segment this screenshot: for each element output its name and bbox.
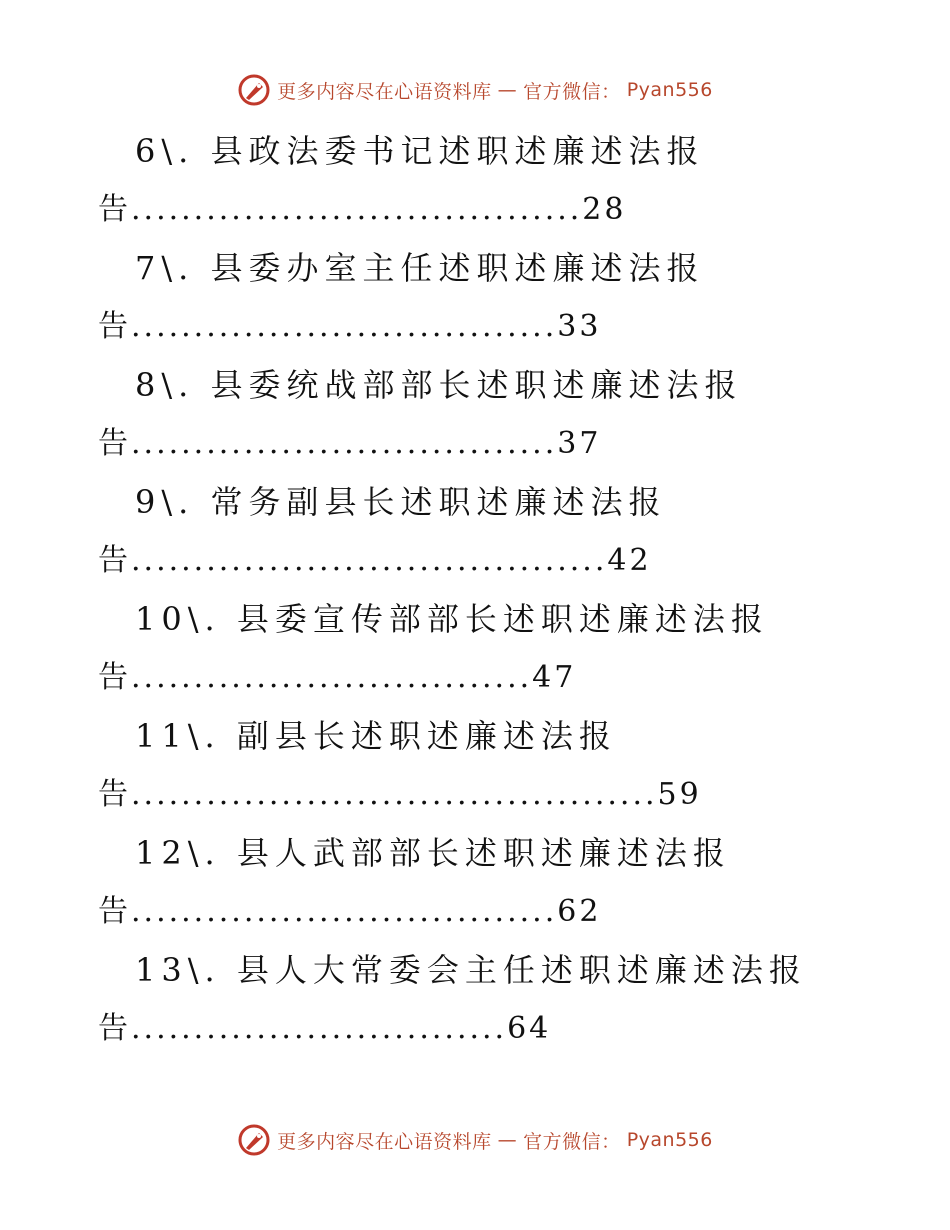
- toc-entry-page-leader: 告..................................37: [98, 426, 602, 461]
- toc-entry-title: 13\. 县人大常委会主任述职述廉述法报: [135, 951, 807, 989]
- watermark-wechat-label: 官方微信：: [523, 1130, 621, 1153]
- toc-entry-page-leader: 告....................................28: [98, 192, 627, 227]
- watermark-dash: —: [497, 1129, 518, 1151]
- toc-entry-page-leader: 告..........................................59: [98, 777, 702, 812]
- footer-watermark: [0, 1120, 950, 1160]
- header-watermark: [0, 70, 950, 110]
- pen-nib-logo-icon: [237, 73, 271, 107]
- toc-entry[interactable]: [0, 586, 950, 703]
- toc-entry-title: 8\. 县委统战部部长述职述廉述法报: [135, 366, 743, 404]
- toc-entry-page-leader: 告..............................64: [98, 1011, 552, 1046]
- watermark-wechat-id: Pyan556: [626, 79, 713, 101]
- watermark-wechat-label: 官方微信：: [523, 80, 621, 103]
- toc-entry[interactable]: [0, 820, 950, 937]
- toc-entry-page-leader: 告..................................33: [98, 309, 602, 344]
- toc-entry-page-leader: 告..................................62: [98, 894, 602, 929]
- toc-entry-title: 7\. 县委办室主任述职述廉述法报: [135, 249, 705, 287]
- toc-entry[interactable]: [0, 937, 950, 1054]
- toc-entry[interactable]: [0, 235, 950, 352]
- toc-entry-page-leader: 告......................................42: [98, 543, 652, 578]
- watermark-main-text: 更多内容尽在心语资料库: [277, 1130, 492, 1153]
- toc-entry-title: 12\. 县人武部部长述职述廉述法报: [135, 834, 731, 872]
- toc-entry[interactable]: [0, 118, 950, 235]
- watermark-main-text: 更多内容尽在心语资料库: [277, 80, 492, 103]
- toc-entry-page-leader: 告................................47: [98, 660, 577, 695]
- toc-entry[interactable]: [0, 469, 950, 586]
- toc-entry-title: 6\. 县政法委书记述职述廉述法报: [135, 132, 705, 170]
- toc-entry-title: 9\. 常务副县长述职述廉述法报: [135, 483, 667, 521]
- toc-entry-title: 11\. 副县长述职述廉述法报: [135, 717, 617, 755]
- toc-entry[interactable]: [0, 352, 950, 469]
- toc-entry-title: 10\. 县委宣传部部长述职述廉述法报: [135, 600, 769, 638]
- watermark-wechat-id: Pyan556: [626, 1129, 713, 1151]
- table-of-contents: [0, 118, 950, 1054]
- watermark-dash: —: [497, 79, 518, 101]
- toc-entry[interactable]: [0, 703, 950, 820]
- pen-nib-logo-icon: [237, 1123, 271, 1157]
